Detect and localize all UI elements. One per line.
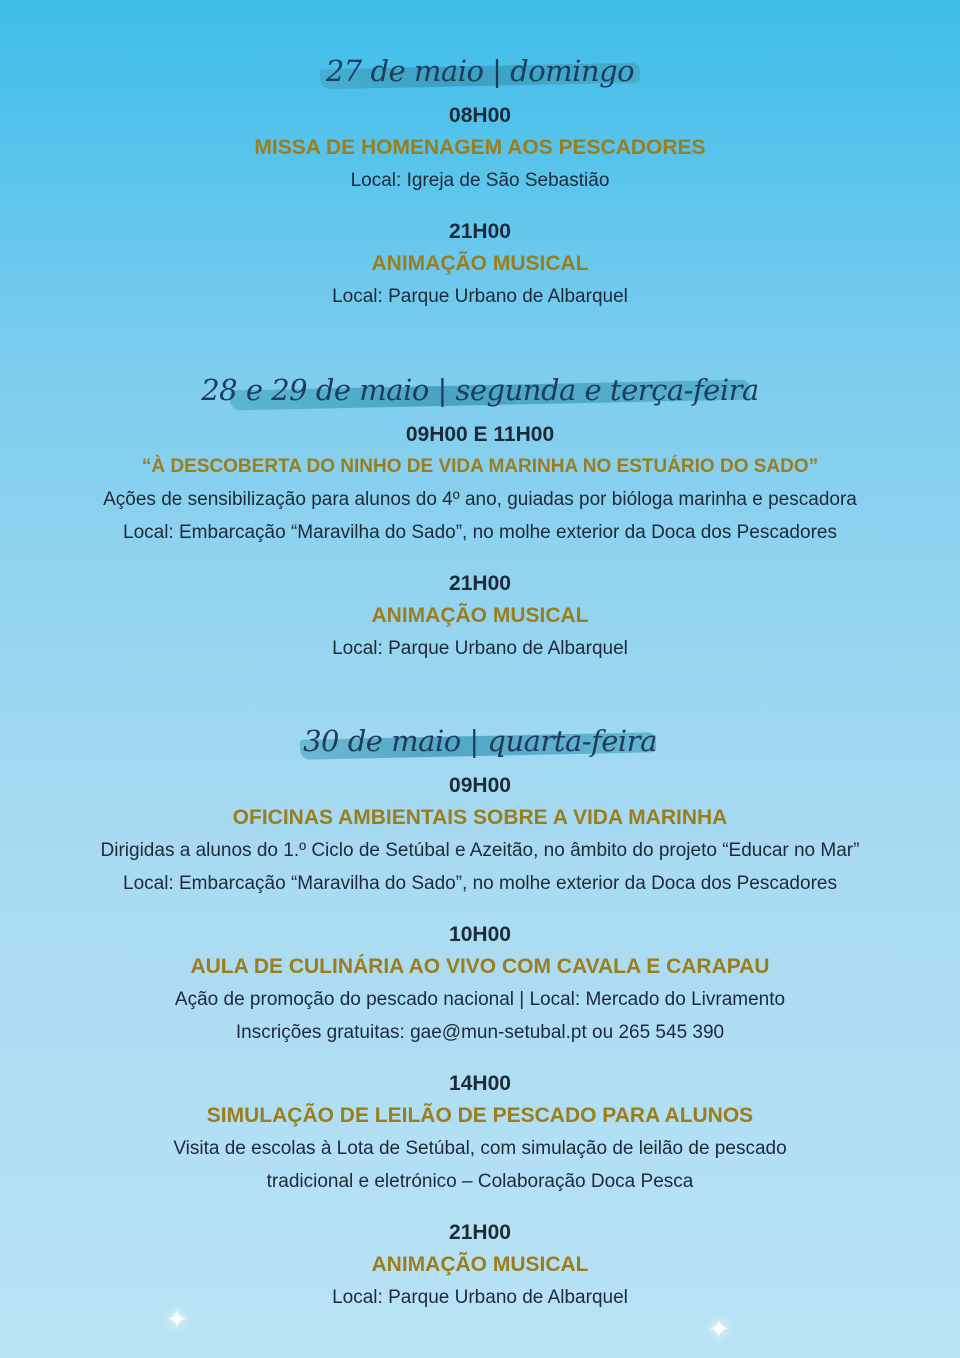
event-title: ANIMAÇÃO MUSICAL	[371, 1253, 589, 1276]
day-section-1	[0, 46, 960, 313]
day-title: 30 de maio | quarta-feira	[303, 724, 657, 758]
day-header	[0, 46, 960, 96]
day-header	[0, 716, 960, 766]
event-title: SIMULAÇÃO DE LEILÃO DE PESCADO PARA ALUNOS	[206, 1104, 754, 1127]
event-title: OFICINAS AMBIENTAIS SOBRE A VIDA MARINHA	[232, 806, 728, 829]
event-time: 21H00	[449, 220, 511, 243]
day-section-3	[0, 716, 960, 1314]
event-detail: Local: Parque Urbano de Albarquel	[332, 638, 628, 659]
event-time: 21H00	[449, 1221, 511, 1244]
day-header	[0, 365, 960, 415]
day-title: 27 de maio | domingo	[325, 54, 635, 88]
event-time: 08H00	[449, 104, 511, 127]
sparkle-icon: ✦	[708, 1314, 730, 1344]
event-title: ANIMAÇÃO MUSICAL	[371, 604, 589, 627]
event-time: 14H00	[449, 1072, 511, 1095]
event-detail: Local: Embarcação “Maravilha do Sado”, no molhe exterior da Doca dos Pescadores	[123, 873, 837, 894]
event-title: MISSA DE HOMENAGEM AOS PESCADORES	[254, 136, 706, 159]
event-detail: Visita de escolas à Lota de Setúbal, com simulação de leilão de pescado	[173, 1138, 787, 1159]
event-detail: Local: Parque Urbano de Albarquel	[332, 1287, 628, 1308]
event-title: AULA DE CULINÁRIA AO VIVO COM CAVALA E CARAPAU	[190, 955, 770, 978]
event-detail: Local: Igreja de São Sebastião	[350, 170, 610, 191]
event-time: 10H00	[449, 923, 511, 946]
event-detail: Local: Embarcação “Maravilha do Sado”, no molhe exterior da Doca dos Pescadores	[123, 522, 837, 543]
event-detail: tradicional e eletrónico – Colaboração Doca Pesca	[266, 1171, 694, 1192]
event-time: 09H00	[449, 774, 511, 797]
event-title: ANIMAÇÃO MUSICAL	[371, 252, 589, 275]
event-detail: Ações de sensibilização para alunos do 4º ano, guiadas por bióloga marinha e pescadora	[103, 489, 857, 510]
event-detail: Dirigidas a alunos do 1.º Ciclo de Setúbal e Azeitão, no âmbito do projeto “Educar no Mar”	[100, 840, 860, 861]
event-time: 09H00 E 11H00	[405, 423, 555, 446]
event-detail: Local: Parque Urbano de Albarquel	[332, 286, 628, 307]
event-detail: Ação de promoção do pescado nacional | Local: Mercado do Livramento	[174, 989, 786, 1010]
event-detail: Inscrições gratuitas: gae@mun-setubal.pt ou 265 545 390	[235, 1022, 725, 1043]
day-title: 28 e 29 de maio | segunda e terça-feira	[201, 373, 759, 407]
event-title: “À DESCOBERTA DO NINHO DE VIDA MARINHA NO ESTUÁRIO DO SADO”	[141, 456, 819, 477]
day-section-2	[0, 365, 960, 665]
sparkle-icon: ✦	[166, 1304, 188, 1334]
event-time: 21H00	[449, 572, 511, 595]
